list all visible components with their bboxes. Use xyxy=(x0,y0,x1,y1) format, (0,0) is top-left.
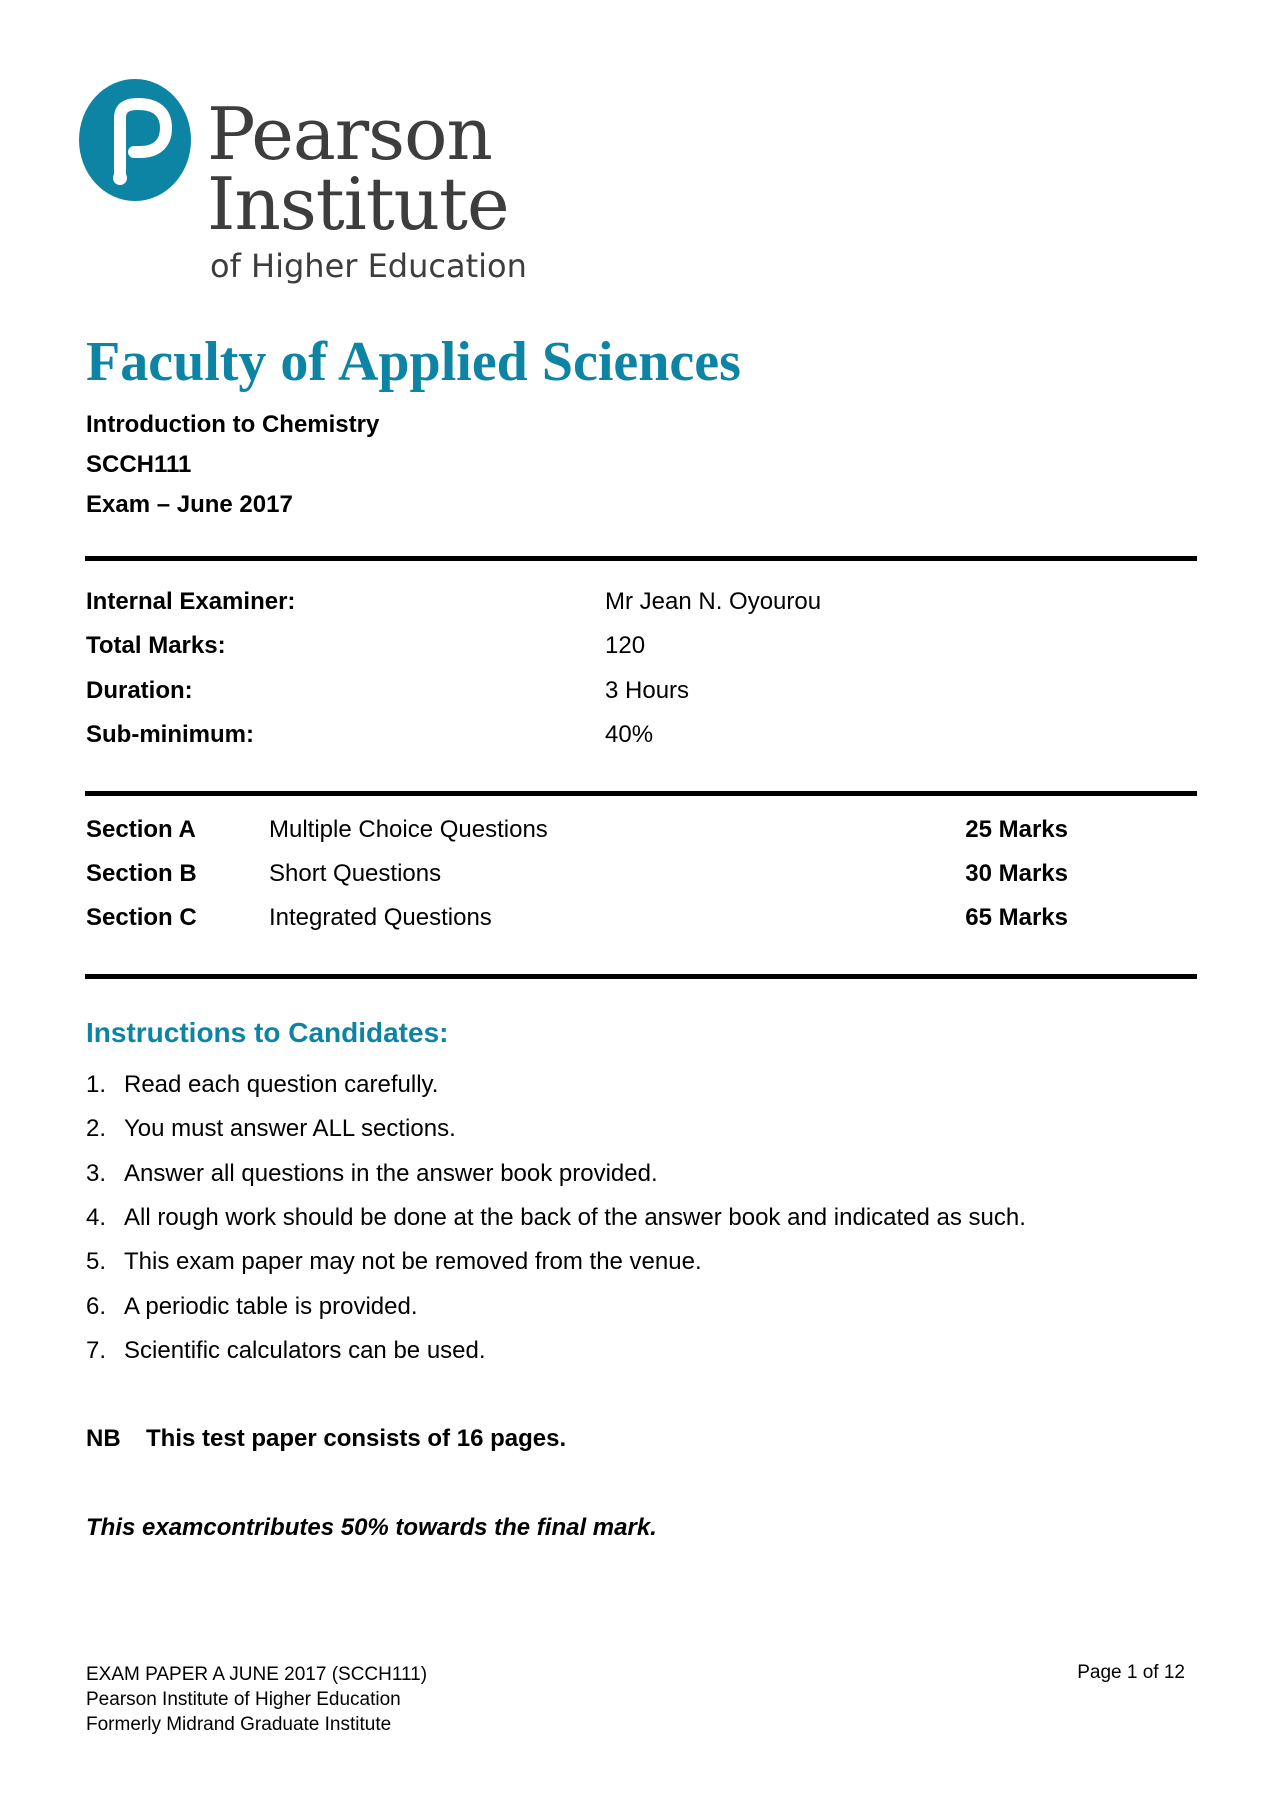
info-label: Sub-minimum: xyxy=(86,721,254,748)
section-row-a xyxy=(86,816,1186,850)
nb-text: This test paper consists of 16 pages. xyxy=(146,1425,567,1452)
section-name: Section B xyxy=(86,860,197,887)
instruction-item xyxy=(86,1071,438,1099)
section-title: Multiple Choice Questions xyxy=(269,816,548,843)
info-value: 3 Hours xyxy=(605,677,690,704)
contribution-note: This examcontributes 50% towards the final mark. xyxy=(86,1514,657,1541)
info-label: Total Marks: xyxy=(86,632,226,659)
instruction-number: 3. xyxy=(86,1160,107,1187)
course-name: Introduction to Chemistry xyxy=(86,411,380,438)
instruction-number: 6. xyxy=(86,1293,107,1320)
info-row-duration xyxy=(86,677,1186,711)
instruction-text: All rough work should be done at the back of the answer book and indicated as such. xyxy=(124,1204,1026,1231)
instruction-text: This exam paper may not be removed from the venue. xyxy=(124,1248,702,1275)
instruction-number: 4. xyxy=(86,1204,107,1231)
section-title: Short Questions xyxy=(269,860,442,887)
instruction-text: Scientific calculators can be used. xyxy=(124,1337,486,1364)
instruction-text: Read each question carefully. xyxy=(124,1071,439,1098)
section-marks: 65 Marks xyxy=(965,904,1068,931)
page-number: Page 1 of 12 xyxy=(1077,1662,1185,1683)
footer-former-name: Formerly Midrand Graduate Institute xyxy=(86,1714,392,1735)
info-value: 40% xyxy=(605,721,654,748)
section-title: Integrated Questions xyxy=(269,904,492,931)
instruction-number: 5. xyxy=(86,1248,107,1275)
footer-exam-paper: EXAM PAPER A JUNE 2017 (SCCH111) xyxy=(86,1664,428,1685)
instruction-number: 7. xyxy=(86,1337,107,1364)
instruction-number: 1. xyxy=(86,1071,107,1098)
info-value: Mr Jean N. Oyourou xyxy=(605,588,822,615)
divider xyxy=(85,556,1197,561)
course-code: SCCH111 xyxy=(86,451,192,478)
info-row-sub-minimum xyxy=(86,721,1186,755)
divider xyxy=(85,791,1197,796)
section-marks: 30 Marks xyxy=(965,860,1068,887)
pearson-p-icon xyxy=(78,78,192,202)
instruction-text: A periodic table is provided. xyxy=(124,1293,418,1320)
section-row-b xyxy=(86,860,1186,894)
info-row-examiner xyxy=(86,588,1186,622)
section-row-c xyxy=(86,904,1186,938)
section-marks: 25 Marks xyxy=(965,816,1068,843)
instruction-number: 2. xyxy=(86,1115,107,1142)
instruction-item xyxy=(86,1115,456,1143)
info-row-total-marks xyxy=(86,632,1186,666)
nb-label: NB xyxy=(86,1425,121,1452)
instructions-heading: Instructions to Candidates: xyxy=(86,1017,449,1048)
section-name: Section A xyxy=(86,816,196,843)
instruction-text: Answer all questions in the answer book provided. xyxy=(124,1160,658,1187)
instruction-item xyxy=(86,1204,1026,1232)
instruction-item xyxy=(86,1248,702,1276)
info-label: Internal Examiner: xyxy=(86,588,296,615)
logo-text-institute: Institute xyxy=(207,162,509,246)
instruction-item xyxy=(86,1160,658,1188)
instruction-item xyxy=(86,1337,486,1365)
logo-text-pearson: Pearson xyxy=(207,92,492,176)
logo-text-higher-education: of Higher Education xyxy=(210,247,527,285)
faculty-title: Faculty of Applied Sciences xyxy=(86,331,741,393)
footer-institution: Pearson Institute of Higher Education xyxy=(86,1689,401,1710)
divider xyxy=(85,974,1197,979)
info-value: 120 xyxy=(605,632,646,659)
pearson-logo xyxy=(78,78,538,293)
section-name: Section C xyxy=(86,904,197,931)
nb-note xyxy=(86,1425,566,1453)
instruction-text: You must answer ALL sections. xyxy=(124,1115,456,1142)
instruction-item xyxy=(86,1293,418,1321)
exam-date: Exam – June 2017 xyxy=(86,491,293,518)
info-label: Duration: xyxy=(86,677,193,704)
